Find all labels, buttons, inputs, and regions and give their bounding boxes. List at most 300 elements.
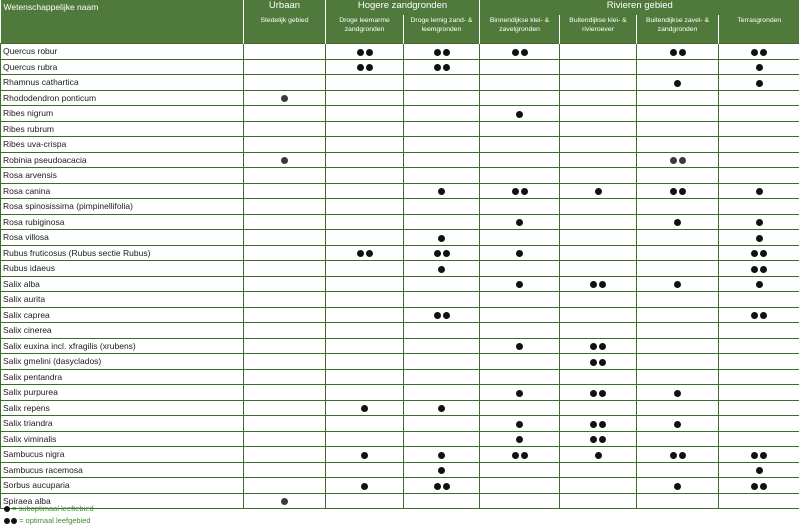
species-name: Rosa arvensis xyxy=(1,168,244,184)
species-name: Salix aurita xyxy=(1,292,244,308)
habitat-cell xyxy=(637,75,719,91)
habitat-cell xyxy=(719,44,799,60)
habitat-cell xyxy=(719,354,799,370)
group-urbaan-label: Urbaan xyxy=(268,0,301,11)
table-body xyxy=(1,44,799,509)
legend-suboptimal-label: = suboptimaal leeftebied xyxy=(12,504,94,513)
habitat-cell xyxy=(637,121,719,137)
habitat-cell xyxy=(560,276,637,292)
habitat-cell xyxy=(480,44,560,60)
habitat-cell xyxy=(326,75,404,91)
optimal-dot-icon xyxy=(599,281,606,288)
habitat-cell xyxy=(404,152,480,168)
species-name: Sambucus racemosa xyxy=(1,462,244,478)
habitat-cell xyxy=(480,137,560,153)
suboptimal-dot-icon xyxy=(756,64,763,71)
group-hogere-label: Hogere zandgronden xyxy=(357,0,448,11)
suboptimal-dot-icon xyxy=(516,390,523,397)
optimal-dot-icon xyxy=(751,483,758,490)
habitat-cell xyxy=(637,59,719,75)
habitat-cell xyxy=(404,75,480,91)
habitat-cell xyxy=(244,478,326,494)
optimal-dot-icon xyxy=(599,436,606,443)
habitat-cell xyxy=(326,369,404,385)
suboptimal-dot-icon xyxy=(756,188,763,195)
sub-binnendijks-line1: Binnendijkse klei- & xyxy=(489,17,550,24)
habitat-cell xyxy=(560,183,637,199)
species-name: Ribes nigrum xyxy=(1,106,244,122)
habitat-cell xyxy=(480,462,560,478)
table-row xyxy=(1,431,799,447)
optimal-dot-icon xyxy=(760,250,767,257)
optimal-dot-icon xyxy=(751,49,758,56)
sub-stedelijk-label: Stedelijk gebied xyxy=(260,17,309,24)
habitat-cell xyxy=(719,292,799,308)
habitat-cell xyxy=(326,323,404,339)
optimal-dot-icon xyxy=(760,49,767,56)
table-row xyxy=(1,75,799,91)
species-name: Salix triandra xyxy=(1,416,244,432)
habitat-cell xyxy=(244,369,326,385)
habitat-cell xyxy=(244,106,326,122)
habitat-cell xyxy=(637,276,719,292)
habitat-cell xyxy=(404,168,480,184)
habitat-cell xyxy=(560,199,637,215)
table-row xyxy=(1,276,799,292)
optimal-dot-icon xyxy=(599,359,606,366)
habitat-cell xyxy=(480,59,560,75)
species-name: Ribes uva-crispa xyxy=(1,137,244,153)
habitat-cell xyxy=(244,214,326,230)
optimal-dot-icon xyxy=(751,452,758,459)
optimal-dot-icon xyxy=(357,250,364,257)
habitat-cell xyxy=(480,431,560,447)
habitat-cell xyxy=(719,462,799,478)
habitat-cell xyxy=(719,137,799,153)
habitat-cell xyxy=(719,493,799,509)
habitat-cell xyxy=(719,261,799,277)
double-dot-icon xyxy=(11,518,17,524)
habitat-cell xyxy=(480,416,560,432)
habitat-cell xyxy=(719,199,799,215)
habitat-cell xyxy=(637,90,719,106)
habitat-cell xyxy=(560,493,637,509)
habitat-cell xyxy=(326,214,404,230)
habitat-cell xyxy=(560,152,637,168)
table-row xyxy=(1,199,799,215)
suboptimal-dot-icon xyxy=(361,483,368,490)
habitat-cell xyxy=(480,230,560,246)
habitat-cell xyxy=(719,183,799,199)
optimal-dot-icon xyxy=(434,64,441,71)
habitat-cell xyxy=(244,431,326,447)
habitat-cell xyxy=(404,214,480,230)
habitat-cell xyxy=(326,168,404,184)
habitat-cell xyxy=(480,168,560,184)
habitat-cell xyxy=(480,400,560,416)
sub-binnendijks-line2: zavelgronden xyxy=(499,25,540,33)
habitat-cell xyxy=(480,338,560,354)
suboptimal-dot-icon xyxy=(516,421,523,428)
optimal-dot-icon xyxy=(760,452,767,459)
habitat-cell xyxy=(719,431,799,447)
habitat-cell xyxy=(480,245,560,261)
table-row xyxy=(1,354,799,370)
habitat-cell xyxy=(637,478,719,494)
optimal-dot-icon xyxy=(590,436,597,443)
table-row xyxy=(1,137,799,153)
habitat-cell xyxy=(244,323,326,339)
species-name: Salix alba xyxy=(1,276,244,292)
habitat-cell xyxy=(637,199,719,215)
habitat-cell xyxy=(404,416,480,432)
habitat-cell xyxy=(480,323,560,339)
species-name: Rosa canina xyxy=(1,183,244,199)
habitat-cell xyxy=(404,354,480,370)
suboptimal-dot-icon xyxy=(674,219,681,226)
optimal-dot-icon xyxy=(434,312,441,319)
habitat-cell xyxy=(637,400,719,416)
header-binnendijkse xyxy=(480,15,560,44)
table-row xyxy=(1,462,799,478)
optimal-dot-icon xyxy=(434,49,441,56)
habitat-cell xyxy=(719,276,799,292)
suboptimal-dot-icon xyxy=(361,452,368,459)
sub-terras-label: Terrasgronden xyxy=(737,17,782,24)
habitat-cell xyxy=(326,276,404,292)
header-scientific-name xyxy=(1,0,244,44)
species-name: Salix purpurea xyxy=(1,385,244,401)
habitat-cell xyxy=(326,400,404,416)
suboptimal-dot-icon xyxy=(674,80,681,87)
habitat-cell xyxy=(719,385,799,401)
habitat-cell xyxy=(719,168,799,184)
header-name-label: Wetenschappelijke naam xyxy=(3,2,99,12)
habitat-cell xyxy=(560,400,637,416)
habitat-cell xyxy=(326,137,404,153)
habitat-cell xyxy=(404,261,480,277)
optimal-dot-icon xyxy=(443,483,450,490)
habitat-cell xyxy=(637,416,719,432)
optimal-dot-icon xyxy=(679,188,686,195)
suboptimal-dot-icon xyxy=(595,452,602,459)
habitat-cell xyxy=(719,214,799,230)
sub-buitendijks-klei-line2: rivieroever xyxy=(582,25,614,33)
table-row xyxy=(1,385,799,401)
optimal-dot-icon xyxy=(512,452,519,459)
habitat-cell xyxy=(560,137,637,153)
optimal-dot-icon xyxy=(599,390,606,397)
habitat-cell xyxy=(480,354,560,370)
habitat-cell xyxy=(244,385,326,401)
suboptimal-dot-icon xyxy=(281,157,288,164)
habitat-cell xyxy=(560,75,637,91)
suboptimal-dot-icon xyxy=(756,235,763,242)
habitat-cell xyxy=(244,338,326,354)
suboptimal-dot-icon xyxy=(756,80,763,87)
habitat-cell xyxy=(719,416,799,432)
habitat-cell xyxy=(404,400,480,416)
habitat-cell xyxy=(244,75,326,91)
habitat-cell xyxy=(637,137,719,153)
habitat-cell xyxy=(244,493,326,509)
habitat-cell xyxy=(560,416,637,432)
optimal-dot-icon xyxy=(443,250,450,257)
habitat-cell xyxy=(560,168,637,184)
optimal-dot-icon xyxy=(670,452,677,459)
habitat-cell xyxy=(480,369,560,385)
habitat-cell xyxy=(637,338,719,354)
suboptimal-dot-icon xyxy=(281,95,288,102)
habitat-cell xyxy=(560,323,637,339)
habitat-cell xyxy=(637,462,719,478)
habitat-cell xyxy=(404,493,480,509)
species-name: Robinia pseudoacacia xyxy=(1,152,244,168)
suboptimal-dot-icon xyxy=(516,281,523,288)
species-name: Spiraea alba xyxy=(1,493,244,509)
habitat-cell xyxy=(637,447,719,463)
table-row xyxy=(1,292,799,308)
habitat-cell xyxy=(326,90,404,106)
habitat-cell xyxy=(326,121,404,137)
habitat-cell xyxy=(244,59,326,75)
optimal-dot-icon xyxy=(670,49,677,56)
habitat-cell xyxy=(719,369,799,385)
table-row xyxy=(1,307,799,323)
habitat-cell xyxy=(719,447,799,463)
habitat-cell xyxy=(719,400,799,416)
table-row xyxy=(1,369,799,385)
habitat-cell xyxy=(404,137,480,153)
table-row xyxy=(1,121,799,137)
header-buitendijkse-zavel xyxy=(637,15,719,44)
species-name: Salix pentandra xyxy=(1,369,244,385)
habitat-cell xyxy=(637,152,719,168)
optimal-dot-icon xyxy=(366,250,373,257)
optimal-dot-icon xyxy=(590,359,597,366)
optimal-dot-icon xyxy=(679,452,686,459)
habitat-cell xyxy=(326,261,404,277)
sub-droge-leem-line2: zandgronden xyxy=(344,25,385,33)
habitat-cell xyxy=(637,292,719,308)
habitat-cell xyxy=(560,261,637,277)
habitat-cell xyxy=(560,230,637,246)
header-terrasgronden xyxy=(719,15,799,44)
header-droge-leemarme xyxy=(326,15,404,44)
habitat-cell xyxy=(244,137,326,153)
species-name: Rosa rubiginosa xyxy=(1,214,244,230)
habitat-cell xyxy=(326,493,404,509)
optimal-dot-icon xyxy=(357,64,364,71)
habitat-cell xyxy=(326,447,404,463)
suboptimal-dot-icon xyxy=(674,421,681,428)
suboptimal-dot-icon xyxy=(756,467,763,474)
table-row xyxy=(1,493,799,509)
species-name: Quercus rubra xyxy=(1,59,244,75)
sub-droge-lemig-line2: leemgronden xyxy=(421,25,462,33)
habitat-cell xyxy=(480,214,560,230)
table-header xyxy=(1,0,799,44)
sub-buitendijks-klei-line1: Buitendijkse klei- & xyxy=(569,17,627,24)
habitat-cell xyxy=(560,369,637,385)
habitat-cell xyxy=(404,106,480,122)
species-name: Rosa spinosissima (pimpinellifolia) xyxy=(1,199,244,215)
habitat-cell xyxy=(244,416,326,432)
suboptimal-dot-icon xyxy=(438,266,445,273)
header-group-rivieren-gebied xyxy=(480,0,799,15)
optimal-dot-icon xyxy=(443,312,450,319)
habitat-cell xyxy=(326,338,404,354)
habitat-cell xyxy=(480,199,560,215)
habitat-cell xyxy=(326,44,404,60)
table-row xyxy=(1,338,799,354)
habitat-cell xyxy=(326,354,404,370)
habitat-cell xyxy=(637,431,719,447)
table-row xyxy=(1,90,799,106)
optimal-dot-icon xyxy=(443,64,450,71)
sub-buitendijks-zavel-line2: zandgronden xyxy=(657,25,698,33)
habitat-cell xyxy=(637,369,719,385)
habitat-cell xyxy=(560,121,637,137)
species-name: Ribes rubrum xyxy=(1,121,244,137)
habitat-cell xyxy=(637,493,719,509)
habitat-cell xyxy=(404,44,480,60)
habitat-cell xyxy=(560,59,637,75)
sub-droge-lemig-line1: Droge lemig zand- & xyxy=(410,17,473,24)
habitat-cell xyxy=(719,106,799,122)
habitat-cell xyxy=(637,354,719,370)
habitat-cell xyxy=(404,369,480,385)
legend-suboptimal xyxy=(3,503,94,515)
habitat-cell xyxy=(244,261,326,277)
species-name: Salix cinerea xyxy=(1,323,244,339)
double-dot-icon xyxy=(4,518,10,524)
species-name: Salix viminalis xyxy=(1,431,244,447)
habitat-cell xyxy=(404,431,480,447)
habitat-cell xyxy=(480,183,560,199)
habitat-cell xyxy=(326,478,404,494)
habitat-cell xyxy=(637,44,719,60)
habitat-cell xyxy=(637,230,719,246)
table-row xyxy=(1,59,799,75)
habitat-cell xyxy=(560,354,637,370)
habitat-cell xyxy=(480,478,560,494)
header-group-urbaan xyxy=(244,0,326,15)
optimal-dot-icon xyxy=(521,452,528,459)
habitat-cell xyxy=(480,292,560,308)
habitat-cell xyxy=(326,106,404,122)
header-stedelijk-gebied xyxy=(244,15,326,44)
habitat-cell xyxy=(404,478,480,494)
habitat-cell xyxy=(326,307,404,323)
habitat-cell xyxy=(244,152,326,168)
suboptimal-dot-icon xyxy=(438,452,445,459)
suboptimal-dot-icon xyxy=(674,483,681,490)
habitat-cell xyxy=(637,323,719,339)
habitat-cell xyxy=(244,183,326,199)
habitat-cell xyxy=(480,261,560,277)
habitat-cell xyxy=(719,152,799,168)
habitat-cell xyxy=(480,276,560,292)
habitat-cell xyxy=(326,385,404,401)
habitat-cell xyxy=(719,338,799,354)
habitat-cell xyxy=(404,292,480,308)
table-row xyxy=(1,245,799,261)
table-row xyxy=(1,183,799,199)
habitat-cell xyxy=(244,462,326,478)
species-name: Rhamnus cathartica xyxy=(1,75,244,91)
habitat-cell xyxy=(244,245,326,261)
habitat-cell xyxy=(637,106,719,122)
habitat-cell xyxy=(719,90,799,106)
habitat-cell xyxy=(637,214,719,230)
suboptimal-dot-icon xyxy=(516,250,523,257)
habitat-cell xyxy=(404,245,480,261)
habitat-cell xyxy=(244,44,326,60)
habitat-cell xyxy=(244,199,326,215)
habitat-cell xyxy=(244,447,326,463)
legend-optimal-label: = optimaal leefgebied xyxy=(19,516,91,525)
habitat-cell xyxy=(560,292,637,308)
optimal-dot-icon xyxy=(434,250,441,257)
habitat-cell xyxy=(404,230,480,246)
habitat-cell xyxy=(637,385,719,401)
header-droge-lemig xyxy=(404,15,480,44)
suboptimal-dot-icon xyxy=(438,467,445,474)
species-name: Rosa villosa xyxy=(1,230,244,246)
suboptimal-dot-icon xyxy=(516,436,523,443)
habitat-cell xyxy=(244,307,326,323)
sub-droge-leem-line1: Droge leemarme xyxy=(339,17,390,24)
habitat-cell xyxy=(404,121,480,137)
habitat-cell xyxy=(719,59,799,75)
habitat-cell xyxy=(480,75,560,91)
habitat-cell xyxy=(244,90,326,106)
habitat-cell xyxy=(560,106,637,122)
table-row xyxy=(1,106,799,122)
legend-optimal xyxy=(3,515,94,527)
suboptimal-dot-icon xyxy=(516,219,523,226)
habitat-cell xyxy=(404,385,480,401)
optimal-dot-icon xyxy=(521,49,528,56)
habitat-cell xyxy=(719,478,799,494)
habitat-cell xyxy=(480,447,560,463)
habitat-cell xyxy=(719,307,799,323)
header-group-hogere-zandgronden xyxy=(326,0,480,15)
suboptimal-dot-icon xyxy=(516,343,523,350)
habitat-cell xyxy=(560,44,637,60)
group-rivieren-label: Rivieren gebied xyxy=(606,0,673,11)
species-name: Rubus fruticosus (Rubus sectie Rubus) xyxy=(1,245,244,261)
habitat-cell xyxy=(560,90,637,106)
suboptimal-dot-icon xyxy=(756,219,763,226)
habitat-cell xyxy=(404,90,480,106)
habitat-cell xyxy=(326,431,404,447)
habitat-cell xyxy=(560,307,637,323)
table-row xyxy=(1,168,799,184)
optimal-dot-icon xyxy=(434,483,441,490)
optimal-dot-icon xyxy=(357,49,364,56)
habitat-cell xyxy=(480,385,560,401)
suboptimal-dot-icon xyxy=(674,390,681,397)
habitat-cell xyxy=(480,152,560,168)
sub-buitendijks-zavel-line1: Buitendijkse zavel- & xyxy=(645,17,710,24)
suboptimal-dot-icon xyxy=(281,498,288,505)
habitat-cell xyxy=(404,183,480,199)
habitat-cell xyxy=(404,338,480,354)
optimal-dot-icon xyxy=(679,49,686,56)
single-dot-icon xyxy=(4,506,10,512)
